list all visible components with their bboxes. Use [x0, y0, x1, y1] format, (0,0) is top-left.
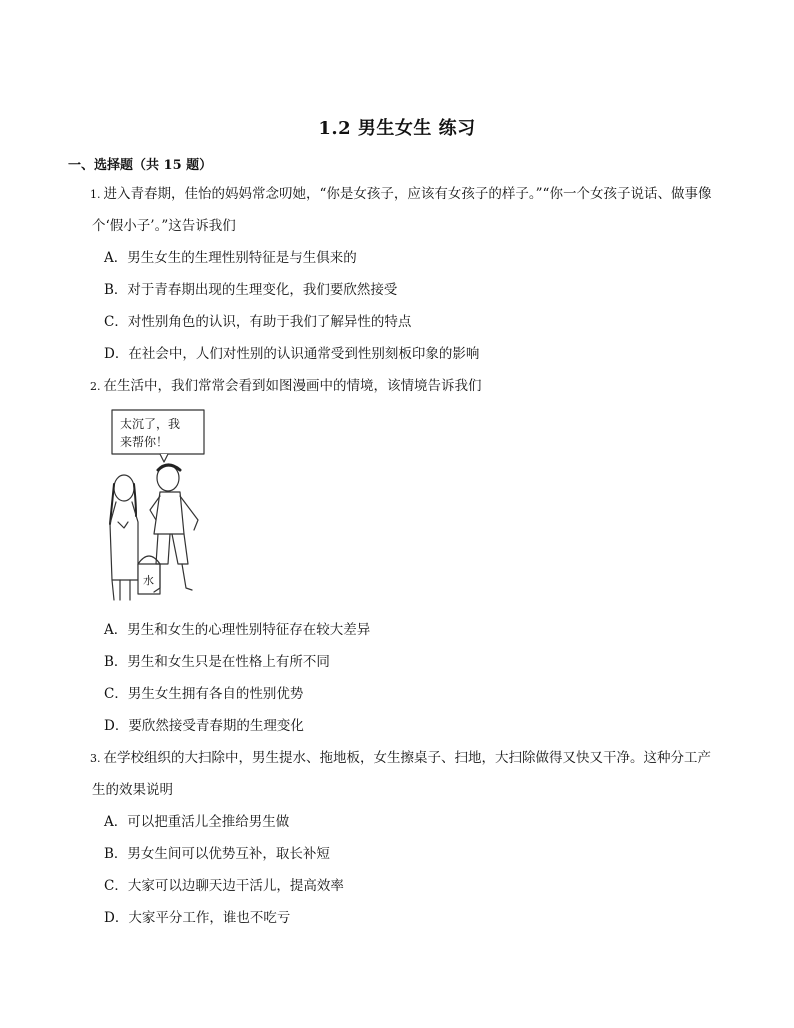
question-2-option-c[interactable]: C．男生女生拥有各自的性别优势 — [104, 686, 304, 702]
question-2-option-b[interactable]: B．男生和女生只是在性格上有所不同 — [104, 654, 330, 670]
bucket-label: 水 — [143, 574, 154, 587]
question-3-stem-line-1: 3. 在学校组织的大扫除中，男生提水、拖地板，女生擦桌子、扫地，大扫除做得又快又干净。这种分工产 — [90, 750, 711, 766]
question-1-option-c[interactable]: C．对性别角色的认识，有助于我们了解异性的特点 — [104, 314, 412, 330]
question-2-option-d[interactable]: D．要欣然接受青春期的生理变化 — [104, 718, 304, 734]
question-2-number: 2. — [90, 380, 101, 393]
question-2-option-a[interactable]: A．男生和女生的心理性别特征存在较大差异 — [104, 622, 371, 638]
question-3-option-d[interactable]: D．大家平分工作，谁也不吃亏 — [104, 910, 291, 926]
section-heading: 一、选择题（共 15 题） — [68, 158, 213, 173]
question-1-stem-line-1: 1. 进入青春期，佳怡的妈妈常念叨她，“你是女孩子，应该有女孩子的样子。”“你一个女孩子说话、做事像 — [90, 186, 712, 202]
question-2-stem-line-1: 2. 在生活中，我们常常会看到如图漫画中的情境，该情境告诉我们 — [90, 378, 482, 394]
girl-figure — [110, 475, 138, 600]
question-1-option-b[interactable]: B．对于青春期出现的生理变化，我们要欣然接受 — [104, 282, 398, 298]
question-1-option-a[interactable]: A．男生女生的生理性别特征是与生俱来的 — [104, 250, 357, 266]
question-3-option-c[interactable]: C．大家可以边聊天边干活儿，提高效率 — [104, 878, 344, 894]
question-1-number: 1. — [90, 188, 101, 201]
question-3-option-b[interactable]: B．男女生间可以优势互补，取长补短 — [104, 846, 330, 862]
question-1-stem-line-2: 个‘假小子’。”这告诉我们 — [92, 218, 236, 234]
question-1-option-d[interactable]: D．在社会中，人们对性别的认识通常受到性别刻板印象的影响 — [104, 346, 480, 362]
speech-line-1: 太沉了，我 — [120, 417, 181, 431]
page-title: 1.2 男生女生 练习 — [318, 118, 476, 139]
question-3-option-a[interactable]: A．可以把重活儿全推给男生做 — [104, 814, 290, 830]
question-3-stem-line-2: 生的效果说明 — [92, 782, 173, 798]
comic-illustration — [98, 404, 238, 604]
speech-line-2: 来帮你！ — [120, 435, 169, 449]
question-3-number: 3. — [90, 752, 101, 765]
